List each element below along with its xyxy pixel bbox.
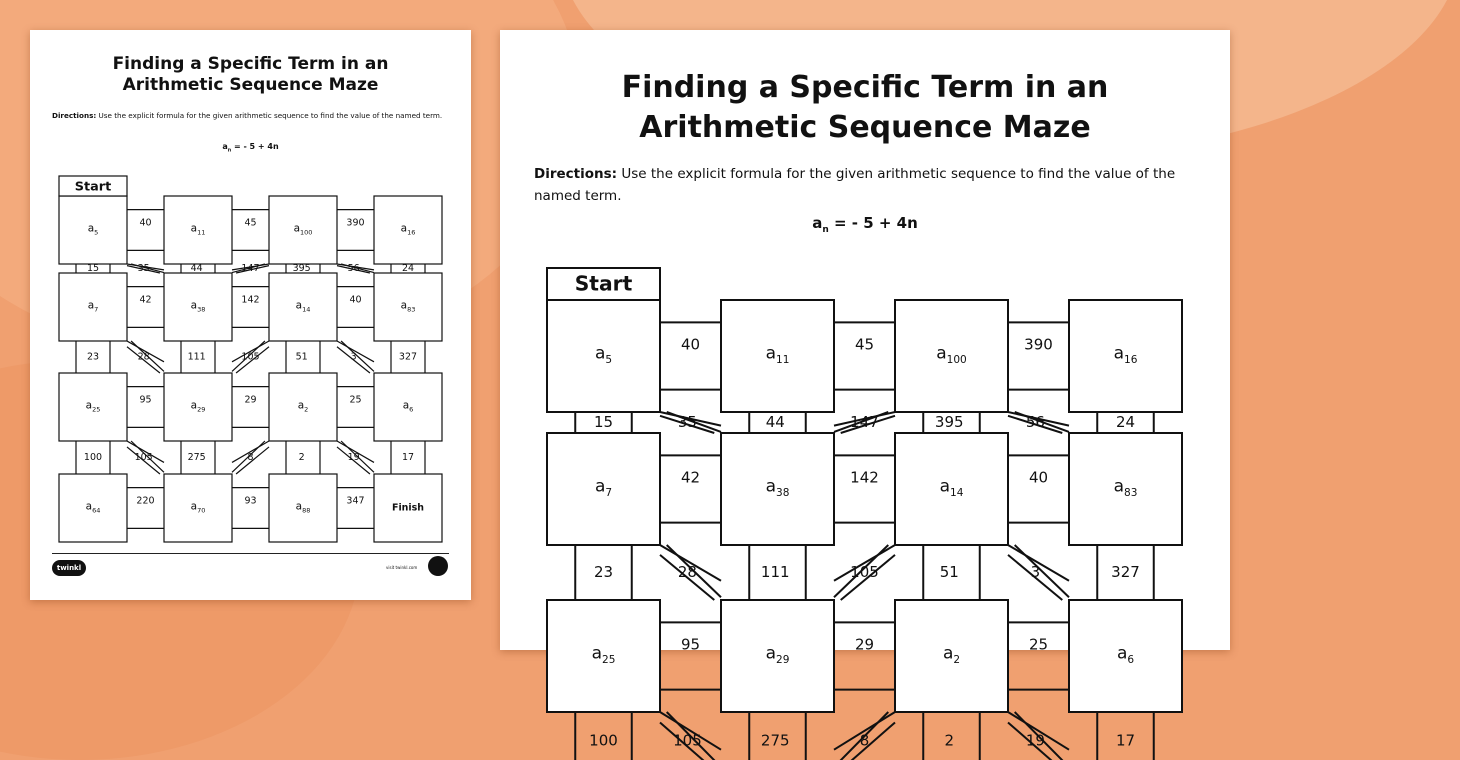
term-label: $a_{64}$ — [85, 500, 101, 515]
connector-value: 19 — [347, 452, 360, 463]
connector-value: 275 — [187, 452, 206, 463]
term-label: $a_{11}$ — [190, 222, 206, 237]
connector-value: 25 — [1028, 635, 1049, 654]
connector-value: 2 — [298, 452, 305, 463]
term-label: $a_6$ — [402, 399, 414, 414]
connector-value: 8 — [859, 731, 870, 750]
connector-value: 390 — [1024, 335, 1053, 354]
term-label: $a_{14}$ — [295, 299, 311, 314]
connector-value: 395 — [934, 413, 964, 431]
term-label: $a_{25}$ — [85, 399, 101, 414]
connector-value: 23 — [86, 351, 100, 363]
term-label: $a_2$ — [297, 399, 309, 414]
connector-value: 35 — [137, 263, 150, 274]
connector-value: 45 — [854, 335, 875, 354]
worksheet-page-large — [500, 30, 1230, 750]
term-label: $a_{29}$ — [190, 399, 206, 414]
connector-value: 95 — [680, 635, 701, 654]
start-label: Start — [574, 271, 633, 296]
footer-divider — [52, 553, 449, 554]
connector-value: 29 — [244, 394, 257, 406]
term-label: $a_{70}$ — [190, 500, 206, 515]
connector-value: 28 — [677, 563, 697, 581]
connector-value: 105 — [134, 452, 153, 463]
connector-value: 2 — [944, 731, 955, 750]
connector-value: 100 — [83, 452, 103, 463]
term-label: $a_{14}$ — [939, 476, 964, 499]
connector-value: 105 — [673, 731, 702, 750]
term-label: $a_{88}$ — [295, 500, 311, 515]
directions-text: Use the explicit formula for the given arithmetic sequence to find the value of the named term. — [98, 111, 443, 120]
connector-value: 45 — [244, 217, 257, 229]
connector-value: 347 — [346, 495, 365, 507]
term-label: $a_{100}$ — [293, 222, 313, 237]
connector-value: 95 — [139, 394, 152, 406]
diagonal-line — [341, 341, 374, 371]
connector-value: 40 — [349, 294, 362, 306]
connector-value: 15 — [86, 263, 100, 274]
formula: $a_n$ = - 5 + 4n — [812, 214, 918, 235]
directions-text: Use the explicit formula for the given arithmetic sequence to find the value of the named term. — [534, 166, 1176, 204]
connector-value: 15 — [593, 413, 614, 431]
title-line-1: Finding a Specific Term in an — [621, 70, 1109, 105]
term-label: $a_7$ — [87, 299, 99, 314]
connector-value: 8 — [247, 452, 254, 463]
diagonal-line — [1015, 545, 1069, 597]
connector-value: 40 — [680, 335, 701, 354]
term-label: $a_{83}$ — [400, 299, 416, 314]
connector-value: 105 — [850, 563, 879, 581]
connector-value: 24 — [401, 263, 415, 274]
term-label: $a_{100}$ — [936, 343, 967, 366]
connector-value: 35 — [677, 413, 697, 431]
connector-value: 17 — [401, 452, 415, 463]
term-label: $a_{16}$ — [400, 222, 416, 237]
connector-value: 24 — [1115, 413, 1136, 431]
term-label: $a_6$ — [1116, 643, 1135, 666]
connector-value: 327 — [1111, 563, 1140, 581]
finish-label: Finish — [392, 502, 424, 514]
connector-value: 29 — [854, 635, 875, 654]
maze — [30, 30, 471, 600]
start-label: Start — [74, 179, 112, 195]
connector-value: 390 — [346, 217, 365, 229]
connector-value: 395 — [292, 263, 311, 274]
connector-value: 56 — [1025, 413, 1045, 431]
connector-value: 111 — [187, 351, 206, 363]
formula: $a_n$ = - 5 + 4n — [222, 142, 279, 154]
term-label: $a_7$ — [594, 476, 613, 499]
connector-value: 40 — [1028, 468, 1049, 487]
footer-url: visit twinkl.com — [386, 565, 418, 570]
term-label: $a_{38}$ — [190, 299, 206, 314]
connector-value: 17 — [1115, 731, 1136, 750]
connector-value: 42 — [680, 468, 701, 487]
term-label: $a_{83}$ — [1113, 476, 1138, 499]
connector-value: 111 — [760, 563, 790, 581]
badge-icon — [428, 556, 448, 576]
connector-value: 51 — [295, 351, 308, 363]
connector-value: 147 — [241, 263, 260, 274]
connector-value: 23 — [593, 563, 614, 581]
term-label: $a_{16}$ — [1113, 343, 1138, 366]
connector-value: 142 — [241, 294, 260, 306]
connector-value: 220 — [136, 495, 155, 507]
connector-value: 25 — [349, 394, 362, 406]
connector-value: 327 — [398, 351, 418, 363]
connector-value: 93 — [244, 495, 257, 507]
directions-label: Directions: — [52, 111, 97, 120]
connector-value: 51 — [939, 563, 959, 581]
connector-value: 44 — [190, 263, 203, 274]
connector-value: 44 — [765, 413, 785, 431]
connector-value: 19 — [1025, 731, 1045, 750]
title-line-2: Arithmetic Sequence Maze — [122, 75, 379, 95]
connector-value: 147 — [850, 413, 879, 431]
connector-value: 40 — [139, 217, 152, 229]
term-label: $a_2$ — [942, 643, 961, 666]
term-label: $a_{29}$ — [765, 643, 790, 666]
term-label: $a_{25}$ — [591, 643, 616, 666]
connector-value: 142 — [850, 468, 879, 487]
maze — [500, 30, 1230, 750]
term-label: $a_{38}$ — [765, 476, 790, 499]
connector-value: 3 — [1030, 563, 1041, 581]
connector-value: 105 — [241, 351, 260, 363]
directions-label: Directions: — [534, 166, 618, 182]
connector-value: 42 — [139, 294, 152, 306]
term-label: $a_5$ — [594, 343, 613, 366]
connector-value: 3 — [350, 351, 357, 363]
term-label: $a_5$ — [87, 222, 99, 237]
connector-value: 100 — [589, 731, 618, 750]
twinkl-logo: twinkl — [52, 560, 86, 576]
title-line-2: Arithmetic Sequence Maze — [639, 110, 1091, 145]
connector-value: 275 — [760, 731, 790, 750]
title-line-1: Finding a Specific Term in an — [112, 54, 389, 74]
connector-value: 28 — [137, 351, 150, 363]
term-label: $a_{11}$ — [765, 343, 790, 366]
connector-value: 56 — [347, 263, 360, 274]
worksheet-page-small — [30, 30, 471, 600]
